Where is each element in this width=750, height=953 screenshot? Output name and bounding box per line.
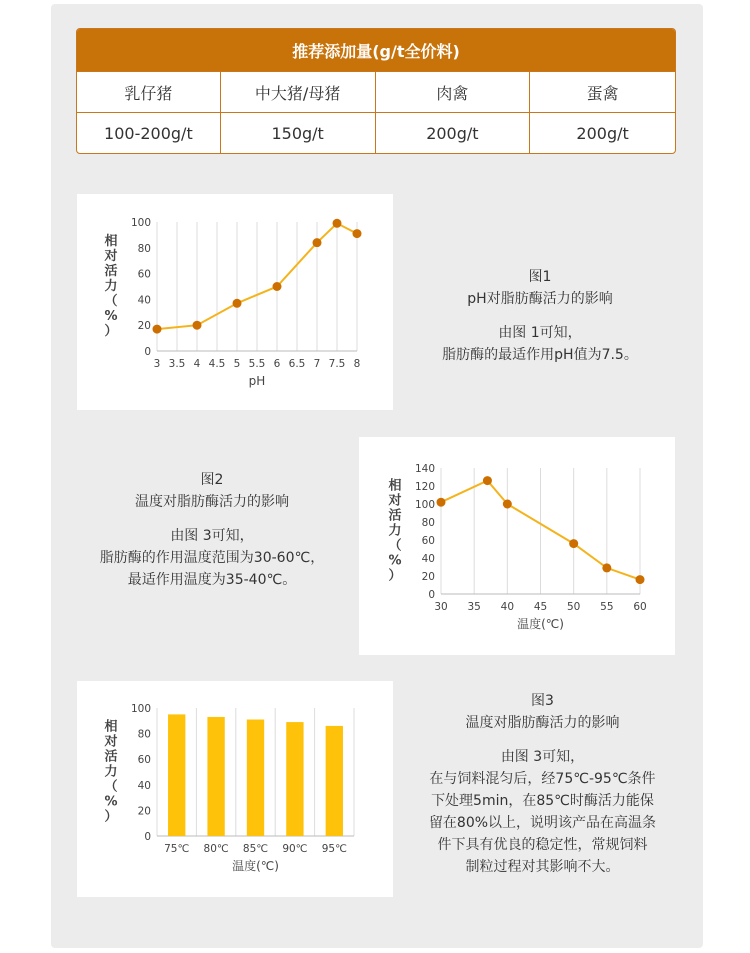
y-axis-label-char: 相: [388, 478, 402, 494]
chart-heat-stability-svg: [77, 681, 393, 897]
y-tick-label: 80: [137, 242, 151, 255]
x-tick-label: 5.5: [248, 358, 266, 370]
data-point: [602, 563, 611, 572]
figure2-note-line: 最适作用温度为35-40℃。: [127, 572, 297, 588]
y-axis-label-char: （: [104, 779, 118, 795]
y-tick-label: 100: [414, 499, 435, 511]
x-tick-label: 5: [233, 358, 241, 370]
bar: [247, 720, 264, 836]
x-tick-label: 30: [434, 601, 448, 613]
figure2-caption: 图2: [200, 472, 224, 488]
x-tick-label: 35: [467, 601, 481, 613]
data-point: [569, 539, 578, 548]
data-point: [353, 229, 362, 238]
y-axis-label-char: ）: [104, 809, 118, 825]
y-tick-label: 60: [137, 754, 151, 767]
y-tick-label: 60: [421, 535, 435, 547]
x-tick-label: 90℃: [282, 843, 308, 855]
data-point: [636, 575, 645, 584]
y-axis-label-char: 对: [388, 493, 402, 509]
x-axis-label: pH: [248, 374, 266, 388]
y-axis-label-char: 力: [388, 523, 402, 539]
y-axis-label-char: 对: [104, 249, 118, 264]
x-tick-label: 85℃: [242, 843, 269, 855]
x-tick-label: 60: [633, 601, 647, 613]
header-cell-piglet: 乳仔猪: [77, 72, 221, 112]
y-tick-label: 40: [421, 553, 435, 565]
figure3-note-line: 由图 3可知，: [500, 749, 585, 765]
y-axis-label-char: ）: [388, 568, 402, 584]
figure2-note-line: 由图 3可知，: [170, 528, 254, 544]
figure3-note-line: 件下具有优良的稳定性，常规饲料: [437, 837, 648, 853]
y-axis-label-char: ）: [104, 324, 118, 339]
header-cell-layer: 蛋禽: [586, 83, 619, 103]
y-axis-label-char: 对: [104, 734, 118, 750]
figure3-description: [405, 690, 680, 878]
value-cell-piglet: 100-200g/t: [77, 113, 221, 154]
figure3-note-line: 制粒过程对其影响不大。: [465, 859, 620, 875]
dosage-table-value-row: [77, 113, 675, 154]
figure1-note-line: 脂肪酶的最适作用pH值为7.5。: [442, 347, 638, 363]
dosage-table-header-row: [77, 72, 675, 113]
y-axis-label-char: （: [388, 538, 402, 554]
figure2-subtitle: 温度对脂肪酶活力的影响: [135, 494, 289, 510]
y-tick-label: 80: [421, 517, 435, 529]
chart-ph-activity: [77, 194, 393, 410]
chart-ph-activity-svg: [77, 194, 393, 410]
x-tick-label: 45: [533, 601, 548, 613]
y-tick-label: 0: [144, 346, 151, 358]
x-tick-label: 3: [153, 358, 161, 370]
dosage-table-title: 推荐添加量(g/t全价料): [77, 29, 675, 72]
figure3-note-line: 下处理5min，在85℃时酶活力能保: [431, 793, 654, 809]
header-cell-broiler: 肉禽: [376, 72, 531, 112]
data-point: [153, 325, 162, 334]
figure1-caption: 图1: [528, 269, 552, 285]
y-axis-label-char: %: [388, 553, 402, 569]
chart-temperature-activity: [359, 437, 675, 655]
header-cell-grower-sow: 中大猪/母猪: [221, 72, 376, 112]
chart-temperature-activity-svg: [359, 437, 675, 655]
figure1-note-line: 由图 1可知，: [498, 325, 582, 341]
y-axis-label-char: %: [104, 309, 118, 324]
y-axis-label-char: %: [104, 794, 118, 810]
figure1-subtitle: pH对脂肪酶活力的影响: [467, 291, 613, 307]
x-tick-label: 6: [273, 358, 281, 370]
x-tick-label: 3.5: [168, 358, 186, 370]
data-point: [503, 500, 512, 509]
x-tick-label: 6.5: [288, 358, 306, 370]
y-tick-label: 40: [137, 294, 151, 307]
y-axis-label-char: 活: [104, 264, 118, 279]
x-tick-label: 8: [353, 358, 361, 370]
x-tick-label: 7: [313, 358, 321, 370]
chart-heat-stability: [77, 681, 393, 897]
y-tick-label: 40: [137, 779, 151, 792]
y-tick-label: 0: [144, 831, 151, 843]
bar: [207, 717, 224, 836]
bar: [286, 722, 303, 836]
figure3-note-line: 留在80%以上，说明该产品在高温条: [428, 815, 657, 831]
x-tick-label: 7.5: [328, 358, 346, 370]
x-tick-label: 55: [600, 601, 614, 613]
y-axis-label-char: 相: [104, 719, 118, 735]
y-tick-label: 60: [137, 268, 151, 281]
y-tick-label: 120: [414, 481, 435, 493]
data-point: [193, 321, 202, 330]
x-tick-label: 50: [566, 601, 581, 613]
x-axis-label: 温度(℃): [517, 617, 564, 631]
data-point: [313, 238, 322, 247]
y-tick-label: 140: [414, 463, 435, 475]
figure3-subtitle: 温度对脂肪酶活力的影响: [465, 715, 620, 731]
value-cell-layer: 200g/t: [576, 124, 629, 143]
x-tick-label: 80℃: [203, 843, 229, 855]
figure3-note-line: 在与饲料混匀后，经75℃-95℃条件: [429, 771, 656, 787]
figure1-description: [410, 266, 670, 366]
x-tick-label: 40: [500, 601, 515, 613]
y-tick-label: 100: [130, 703, 151, 715]
y-axis-label-char: 活: [388, 508, 402, 524]
bar: [326, 726, 343, 836]
dosage-table: [76, 28, 676, 154]
x-tick-label: 95℃: [321, 843, 347, 855]
y-tick-label: 100: [130, 217, 151, 229]
data-point: [233, 299, 242, 308]
y-tick-label: 80: [137, 728, 151, 741]
figure2-description: [72, 469, 352, 591]
y-axis-label-char: 力: [104, 764, 118, 780]
y-axis-label-char: 活: [104, 749, 118, 765]
y-axis-label-char: （: [104, 294, 118, 309]
y-tick-label: 20: [137, 320, 151, 333]
figure3-caption: 图3: [531, 693, 554, 709]
x-tick-label: 4: [193, 358, 201, 370]
value-cell-broiler: 200g/t: [376, 113, 531, 154]
figure2-note-line: 脂肪酶的作用温度范围为30-60℃，: [99, 550, 325, 566]
data-point: [483, 476, 492, 485]
y-tick-label: 20: [421, 571, 435, 583]
data-point: [437, 498, 446, 507]
y-tick-label: 0: [428, 589, 435, 601]
x-axis-label: 温度(℃): [232, 859, 279, 873]
y-tick-label: 20: [137, 805, 151, 818]
data-point: [333, 219, 342, 228]
value-cell-grower-sow: 150g/t: [221, 113, 376, 154]
y-axis-label-char: 相: [104, 234, 118, 249]
data-point: [273, 282, 282, 291]
bar: [168, 714, 185, 836]
y-axis-label-char: 力: [104, 279, 118, 294]
x-tick-label: 4.5: [208, 358, 226, 370]
x-tick-label: 75℃: [164, 843, 190, 855]
